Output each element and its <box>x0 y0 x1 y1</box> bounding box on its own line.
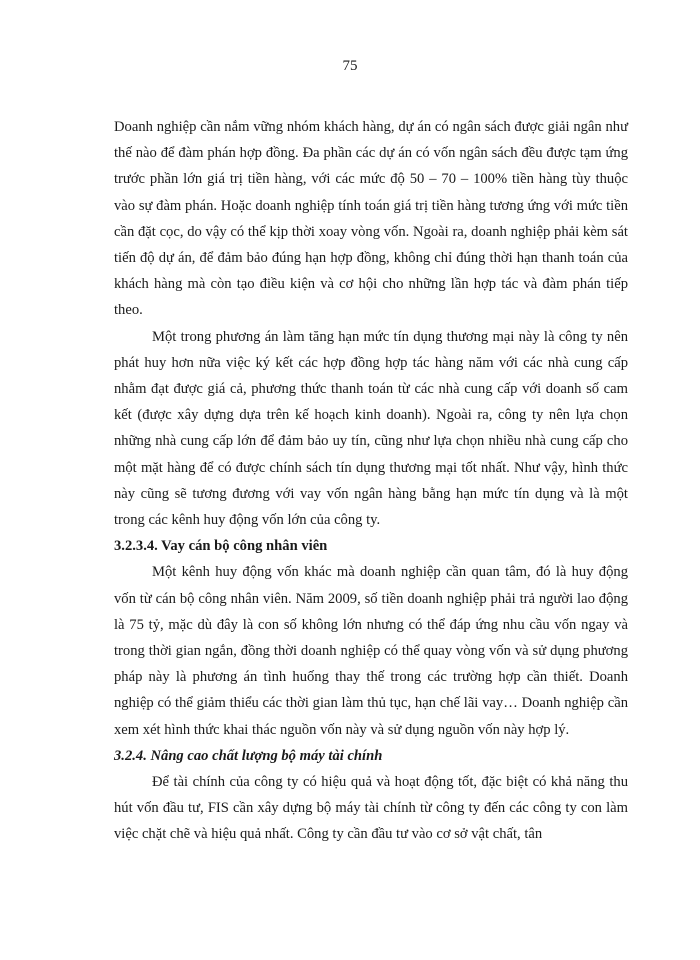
paragraph-trade-credit: Một trong phương án làm tăng hạn mức tín dụng thương mại này là công ty nên phát huy hơn nữa việc ký kết các hợp đồng hợp tác hàng năm với các nhà cung cấp nhằm đạt được giá cả, phương thức thanh toán từ các nhà cung cấp với doanh số cam kết (được xây dựng dựa trên kế hoạch kinh doanh). Ngoài ra, công ty nên lựa chọn những nhà cung cấp lớn để đảm bảo uy tín, cũng như lựa chọn nhiều nhà cung cấp cho một mặt hàng để có được chính sách tín dụng thương mại tốt nhất. Như vậy, hình thức này cũng sẽ tương đương với vay vốn ngân hàng bằng hạn mức tín dụng và là một trong các kênh huy động vốn lớn của công ty. <box>114 328 628 529</box>
paragraph-finance-quality: Để tài chính của công ty có hiệu quả và hoạt động tốt, đặc biệt có khả năng thu hút vốn đầu tư, FIS cần xây dựng bộ máy tài chính từ công ty đến các công ty con làm việc chặt chẽ và hiệu quả nhất. Công ty cần đầu tư vào cơ sở vật chất, tân <box>114 774 628 843</box>
heading-finance-quality: 3.2.4. Nâng cao chất lượng bộ máy tài chính <box>114 747 383 764</box>
paragraph-staff-loans: Một kênh huy động vốn khác mà doanh nghiệp cần quan tâm, đó là huy động vốn từ cán bộ công nhân viên. Năm 2009, số tiền doanh nghiệp phải trả người lao động là 75 tỷ, mặc dù đây là con số không lớn nhưng có thể đáp ứng nhu cầu vốn ngay và trong thời gian ngắn, đồng thời doanh nghiệp có thể quay vòng vốn và sử dụng phương pháp này là phương án tình huống thay thế trong các trường hợp cần thiết. Doanh nghiệp có thể giảm thiểu các thời gian làm thủ tục, hạn chế lãi vay… Doanh nghiệp cần xem xét hình thức khai thác nguồn vốn này và sử dụng nguồn vốn này hợp lý. <box>114 564 628 738</box>
paragraph-customer-groups: Doanh nghiệp cần nắm vững nhóm khách hàng, dự án có ngân sách được giải ngân như thế nào để đàm phán hợp đồng. Đa phần các dự án có vốn ngân sách đều được tạm ứng trước phần lớn giá trị tiền hàng, với các mức độ 50 – 70 – 100% tiền hàng tùy thuộc vào sự đàm phán. Hoặc doanh nghiệp tính toán giá trị tiền hàng tương ứng với mức tiền cần đặt cọc, do vậy có thể kịp thời xoay vòng vốn. Ngoài ra, doanh nghiệp phải kèm sát tiến độ dự án, để đảm bảo đúng hạn hợp đồng, không chỉ đúng thời hạn thanh toán của khách hàng mà còn tạo điều kiện và cơ hội cho những lần hợp tác và đàm phán tiếp theo. <box>114 119 628 319</box>
document-body <box>114 114 628 848</box>
page-number: 75 <box>342 58 358 74</box>
heading-staff-loans: 3.2.3.4. Vay cán bộ công nhân viên <box>114 538 328 555</box>
